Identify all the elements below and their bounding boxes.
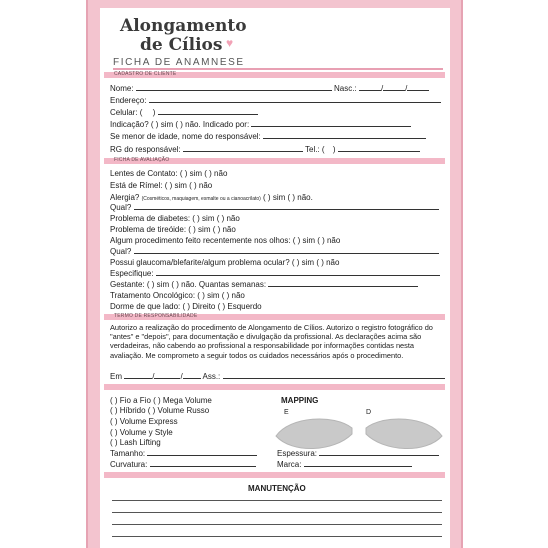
row-diabetes	[110, 214, 240, 223]
alergia-options[interactable]: ( ) sim ( ) não.	[263, 193, 313, 202]
row-procedimento-qual	[110, 247, 439, 256]
oncologico-question[interactable]: Tratamento Oncológico: ( ) sim ( ) não	[110, 291, 245, 300]
field-row-menor	[110, 132, 426, 141]
opt-style	[110, 428, 173, 437]
opt-lifting-label[interactable]: ( ) Lash Lifting	[110, 438, 161, 447]
manutencao-line[interactable]	[112, 536, 442, 537]
brand-line-1: Alongamento	[120, 16, 247, 36]
endereco-input-line[interactable]	[149, 96, 441, 103]
rimel-question[interactable]: Está de Rímel: ( ) sim ( ) não	[110, 181, 213, 190]
opt-lifting	[110, 438, 161, 447]
indicacao-label: Indicação? ( ) sim ( ) não. Indicado por:	[110, 120, 250, 129]
celular-label: Celular: (	[110, 108, 143, 117]
section-band-avaliacao	[104, 158, 445, 164]
mapping-title: MAPPING	[281, 396, 319, 405]
manutencao-title: MANUTENÇÃO	[248, 484, 306, 493]
rg-label: RG do responsável:	[110, 145, 181, 154]
header-divider	[113, 68, 443, 70]
field-row-indicacao	[110, 120, 411, 129]
especifique-line[interactable]	[156, 269, 440, 276]
row-oncologico	[110, 291, 245, 300]
menor-label: Se menor de idade, nome do responsável:	[110, 132, 261, 141]
row-glaucoma	[110, 258, 339, 267]
mapping-left-label: E	[284, 409, 289, 416]
row-alergia	[110, 193, 313, 202]
em-label: Em	[110, 372, 122, 381]
brand-line-2: de Cílios	[140, 35, 223, 55]
nasc-slash: /	[380, 84, 384, 93]
tamanho-line[interactable]	[147, 449, 257, 456]
indicacao-input-line[interactable]	[251, 120, 411, 127]
procedimento-qual-line[interactable]	[134, 247, 439, 254]
tel-input-line[interactable]	[338, 145, 420, 152]
left-eye-diagram[interactable]	[272, 414, 356, 454]
nasc-day-line[interactable]	[359, 84, 384, 93]
divider-band-servicos	[104, 384, 445, 390]
manutencao-line[interactable]	[112, 512, 442, 513]
section-band-termo	[104, 314, 445, 320]
field-row-rg	[110, 145, 420, 154]
celular-input-line[interactable]	[158, 108, 258, 115]
row-tireoide	[110, 225, 236, 234]
especifique-label: Especifique:	[110, 269, 154, 278]
nasc-slash: /	[405, 84, 408, 93]
manutencao-line[interactable]	[112, 500, 442, 501]
alergia-note: (Cosméticos, maquiagem, esmalte ou a cianoacrilato)	[141, 196, 261, 202]
row-curvatura	[110, 460, 256, 469]
nasc-year-line[interactable]	[407, 84, 429, 91]
alergia-qual-line[interactable]	[134, 203, 439, 210]
semanas-line[interactable]	[268, 280, 418, 287]
field-row-endereco	[110, 96, 441, 105]
field-row-celular	[110, 108, 258, 117]
section-title-termo: TERMO DE RESPONSABILIDADE	[114, 313, 198, 319]
glaucoma-question[interactable]: Possui glaucoma/blefarite/algum problema ocular? ( ) sim ( ) não	[110, 258, 340, 267]
opt-express	[110, 417, 178, 426]
signature-line[interactable]	[223, 372, 445, 379]
row-marca	[277, 460, 412, 469]
qual-label: Qual?	[110, 247, 132, 256]
mapping-right-label: D	[366, 409, 372, 416]
tamanho-label: Tamanho:	[110, 449, 146, 458]
nasc-label: Nasc.:	[334, 84, 357, 93]
marca-label: Marca:	[277, 460, 302, 469]
curvatura-line[interactable]	[150, 460, 256, 467]
left-eye-shape	[276, 419, 352, 449]
row-assinatura	[110, 372, 445, 381]
row-lentes	[110, 169, 227, 178]
right-eye-shape	[366, 419, 442, 449]
right-eye-diagram[interactable]	[362, 414, 446, 454]
opt-fio-mega	[110, 396, 212, 405]
opt-fio-mega-label[interactable]: ( ) Fio a Fio ( ) Mega Volume	[110, 396, 212, 405]
section-band-cadastro	[104, 72, 445, 78]
row-dorme	[110, 302, 262, 311]
rg-input-line[interactable]	[183, 145, 303, 152]
lentes-question[interactable]: Lentes de Contato: ( ) sim ( ) não	[110, 169, 228, 178]
tireoide-question[interactable]: Problema de tireóide: ( ) sim ( ) não	[110, 225, 236, 234]
divider-band-manutencao	[104, 472, 445, 478]
procedimento-question[interactable]: Algum procedimento feito recentemente nos olhos: ( ) sim ( ) não	[110, 236, 341, 245]
field-row-nome	[110, 84, 429, 93]
em-day-line[interactable]	[124, 372, 155, 381]
row-gestante	[110, 280, 418, 289]
row-procedimento	[110, 236, 340, 245]
alergia-label: Alergia?	[110, 193, 140, 202]
tel-label: Tel.: (	[305, 145, 325, 154]
row-alergia-qual	[110, 203, 439, 212]
nasc-month-line[interactable]	[380, 84, 408, 93]
heart-icon: ♥	[226, 36, 234, 50]
opt-hibrido-russo-label[interactable]: ( ) Híbrido ( ) Volume Russo	[110, 406, 210, 415]
form-subtitle: FICHA DE ANAMNESE	[113, 57, 245, 68]
opt-hibrido-russo	[110, 406, 209, 415]
section-title-cadastro: CADASTRO DE CLIENTE	[114, 71, 177, 77]
em-year-line[interactable]	[183, 372, 201, 379]
qual-label: Qual?	[110, 203, 132, 212]
diabetes-question[interactable]: Problema de diabetes: ( ) sim ( ) não	[110, 214, 240, 223]
row-rimel	[110, 181, 212, 190]
section-title-avaliacao: FICHA DE AVALIAÇÃO	[114, 157, 170, 163]
dorme-question[interactable]: Dorme de que lado: ( ) Direito ( ) Esquerdo	[110, 302, 262, 311]
opt-express-label[interactable]: ( ) Volume Express	[110, 417, 178, 426]
opt-style-label[interactable]: ( ) Volume y Style	[110, 428, 173, 437]
nome-label: Nome:	[110, 84, 134, 93]
nome-input-line[interactable]	[136, 84, 332, 91]
endereco-label: Endereço:	[110, 96, 147, 105]
row-especifique	[110, 269, 440, 278]
espessura-label: Espessura:	[277, 449, 318, 458]
tel-paren: )	[332, 145, 336, 154]
menor-input-line[interactable]	[263, 132, 426, 139]
row-tamanho	[110, 449, 257, 458]
em-slash: /	[152, 372, 155, 381]
manutencao-line[interactable]	[112, 524, 442, 525]
em-slash: /	[180, 372, 183, 381]
gestante-question[interactable]: Gestante: ( ) sim ( ) não. Quantas semanas:	[110, 280, 267, 289]
termo-paragraph: Autorizo a realização do procedimento de Alongamento de Cílios. Autorizo o registro fotográfico do "antes" e "depois", para documentação e divulgação da profissional. As declarações acima são verdadeiras, não cabendo ao profissional a responsabilidade por informações contidas nesta avaliação. Me comprometo a seguir todos os cuidados necessários após o procedimento.	[110, 323, 433, 360]
curvatura-label: Curvatura:	[110, 460, 148, 469]
em-month-line[interactable]	[154, 372, 183, 381]
ass-label: Ass.:	[202, 372, 221, 381]
celular-paren: )	[152, 108, 156, 117]
marca-line[interactable]	[304, 460, 412, 467]
